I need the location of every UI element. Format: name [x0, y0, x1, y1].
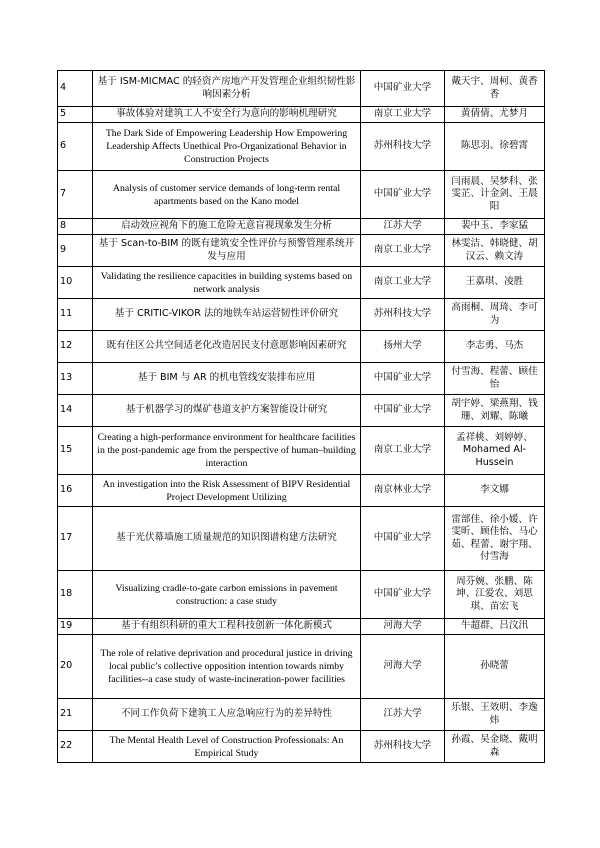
institution: 中国矿业大学 — [361, 507, 445, 571]
paper-title: The role of relative deprivation and procedural justice in driving local public’s collective opposition intention towards nimby facilities--a case study of waste-incineration-power facilities — [93, 635, 361, 699]
paper-title: Creating a high-performance environment for healthcare facilities in the post-pandemic age from the perspective of human–building interaction — [93, 427, 361, 475]
institution: 南京林业大学 — [361, 475, 445, 507]
authors: 乐银、王效明、李逸炜 — [445, 699, 545, 731]
authors: 陈思羽、徐碧霄 — [445, 123, 545, 171]
institution: 南京工业大学 — [361, 427, 445, 475]
row-number: 14 — [58, 395, 93, 427]
authors: 李志勇、马杰 — [445, 331, 545, 363]
paper-title: An investigation into the Risk Assessment of BIPV Residential Project Development Utilizing — [93, 475, 361, 507]
authors: 戴天宇、周柯、黄香香 — [445, 71, 545, 107]
table-body — [58, 71, 545, 763]
table-row — [58, 395, 545, 427]
authors: 孙晓蕾 — [445, 635, 545, 699]
institution: 河海大学 — [361, 635, 445, 699]
institution: 江苏大学 — [361, 699, 445, 731]
institution: 中国矿业大学 — [361, 171, 445, 219]
table-row — [58, 699, 545, 731]
authors: 黄倩倩、尤梦月 — [445, 107, 545, 123]
institution: 苏州科技大学 — [361, 123, 445, 171]
paper-title: 事故体验对建筑工人不安全行为意向的影响机理研究 — [93, 107, 361, 123]
authors: 胡宇婷、梁燕翔、钱珊、刘耀、陈曦 — [445, 395, 545, 427]
institution: 中国矿业大学 — [361, 571, 445, 619]
authors: 高雨桐、周琦、李可为 — [445, 299, 545, 331]
table-row — [58, 363, 545, 395]
paper-title: 基于有组织科研的重大工程科技创新一体化新模式 — [93, 619, 361, 635]
table-row — [58, 571, 545, 619]
row-number: 4 — [58, 71, 93, 107]
row-number: 22 — [58, 731, 93, 763]
institution: 南京工业大学 — [361, 267, 445, 299]
authors: 李文娜 — [445, 475, 545, 507]
table-row — [58, 267, 545, 299]
authors: 王嘉琪、凌胜 — [445, 267, 545, 299]
paper-title: 基于机器学习的煤矿巷道支护方案智能设计研究 — [93, 395, 361, 427]
row-number: 6 — [58, 123, 93, 171]
table-row — [58, 731, 545, 763]
table-row — [58, 107, 545, 123]
institution: 苏州科技大学 — [361, 299, 445, 331]
row-number: 19 — [58, 619, 93, 635]
authors: 牛超群、吕汶汛 — [445, 619, 545, 635]
table-row — [58, 475, 545, 507]
row-number: 9 — [58, 235, 93, 267]
paper-title: Analysis of customer service demands of long-term rental apartments based on the Kano model — [93, 171, 361, 219]
institution: 中国矿业大学 — [361, 395, 445, 427]
paper-title: 基于光伏幕墙施工质量规范的知识图谱构建方法研究 — [93, 507, 361, 571]
authors: 孟祥桃、刘婷婷、Mohamed Al-Hussein — [445, 427, 545, 475]
institution: 南京工业大学 — [361, 107, 445, 123]
institution: 中国矿业大学 — [361, 71, 445, 107]
table-row — [58, 299, 545, 331]
row-number: 7 — [58, 171, 93, 219]
row-number: 5 — [58, 107, 93, 123]
table-row — [58, 171, 545, 219]
row-number: 18 — [58, 571, 93, 619]
row-number: 16 — [58, 475, 93, 507]
row-number: 20 — [58, 635, 93, 699]
row-number: 11 — [58, 299, 93, 331]
table-row — [58, 331, 545, 363]
authors: 周芬婉、张鹏、陈坤、江爱农、刘思琪、苗宏飞 — [445, 571, 545, 619]
table-row — [58, 507, 545, 571]
paper-title: 既有住区公共空间适老化改造居民支付意愿影响因素研究 — [93, 331, 361, 363]
authors: 闫雨晨、吴梦科、张雯芷、计金剑、王晨阳 — [445, 171, 545, 219]
institution: 苏州科技大学 — [361, 731, 445, 763]
paper-title: 启动效应视角下的施工危险无意盲视现象发生分析 — [93, 219, 361, 235]
table-row — [58, 427, 545, 475]
paper-title: The Dark Side of Empowering Leadership How Empowering Leadership Affects Unethical Pro-Organizational Behavior in Construction Projects — [93, 123, 361, 171]
authors: 付雪海、程蕾、顾佳怡 — [445, 363, 545, 395]
institution: 中国矿业大学 — [361, 363, 445, 395]
paper-title: 不同工作负荷下建筑工人应急响应行为的差异特性 — [93, 699, 361, 731]
row-number: 15 — [58, 427, 93, 475]
authors: 孙霞、吴金晓、戴明森 — [445, 731, 545, 763]
table-row — [58, 635, 545, 699]
paper-title: 基于 CRITIC-VIKOR 法的地铁车站运营韧性评价研究 — [93, 299, 361, 331]
paper-title: Validating the resilience capacities in building systems based on network analysis — [93, 267, 361, 299]
row-number: 10 — [58, 267, 93, 299]
paper-title: The Mental Health Level of Construction Professionals: An Empirical Study — [93, 731, 361, 763]
table-row — [58, 123, 545, 171]
paper-title: 基于 BIM 与 AR 的机电管线安装排布应用 — [93, 363, 361, 395]
authors: 裴中玉、李家猛 — [445, 219, 545, 235]
paper-title: 基于 Scan-to-BIM 的既有建筑安全性评价与预警管理系统开发与应用 — [93, 235, 361, 267]
institution: 扬州大学 — [361, 331, 445, 363]
table-row — [58, 619, 545, 635]
authors: 雷部佳、徐小媛、许雯昕、顾佳怡、马心茹、程蕾、谢宇翔、付雪海 — [445, 507, 545, 571]
paper-title: Visualizing cradle-to-gate carbon emissions in pavement construction: a case study — [93, 571, 361, 619]
row-number: 8 — [58, 219, 93, 235]
paper-title: 基于 ISM-MICMAC 的轻资产房地产开发管理企业组织韧性影响因素分析 — [93, 71, 361, 107]
row-number: 17 — [58, 507, 93, 571]
authors: 林雯洁、韩晓健、胡汉云、赖文涛 — [445, 235, 545, 267]
paper-list-table — [57, 70, 545, 763]
row-number: 21 — [58, 699, 93, 731]
institution: 江苏大学 — [361, 219, 445, 235]
institution: 南京工业大学 — [361, 235, 445, 267]
table-row — [58, 219, 545, 235]
table-row — [58, 71, 545, 107]
row-number: 13 — [58, 363, 93, 395]
row-number: 12 — [58, 331, 93, 363]
institution: 河海大学 — [361, 619, 445, 635]
table-row — [58, 235, 545, 267]
